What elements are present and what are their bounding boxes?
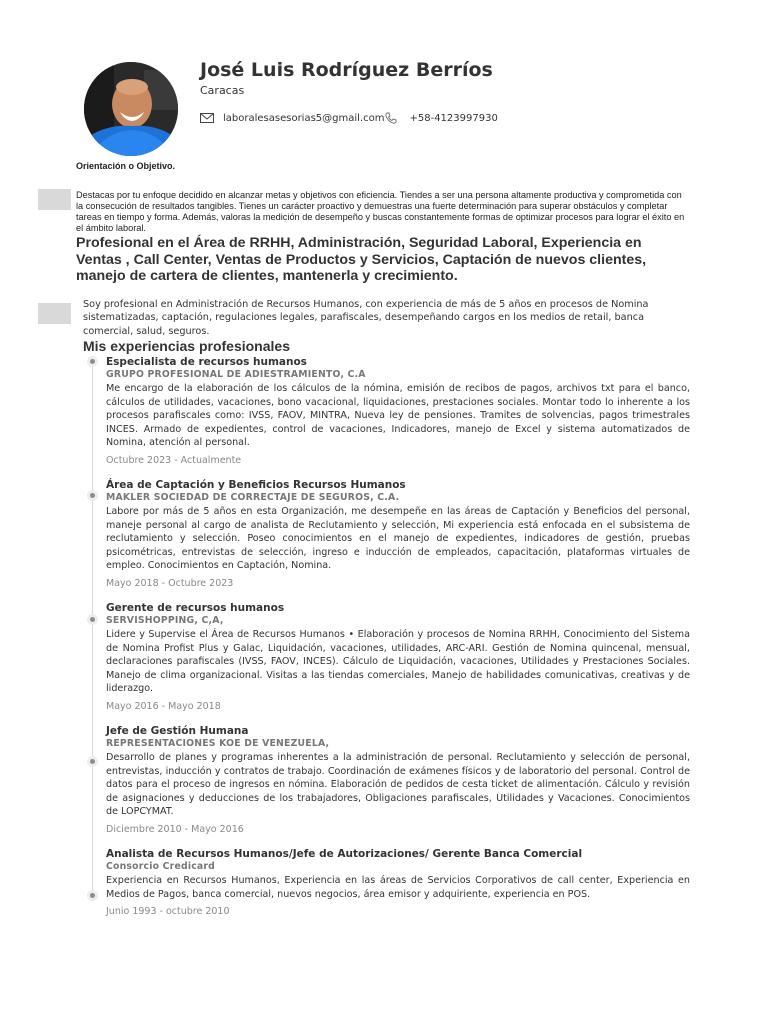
job-title: Área de Captación y Beneficios Recursos Humanos: [106, 479, 406, 491]
job-entry: [106, 601, 690, 713]
job-description: Labore por más de 5 años en esta Organización, me desempeñe en las áreas de Captación y Beneficios del personal, maneje personal al cargo de analista de Reclutamiento y selección, Mi experiencia está enfocada en el subsistema de reclutamiento y selección. Poseo conocimientos en el manejo de expedientes, indicadores de gestión, pruebas psicométricas, entrevistas de selección, ingreso e inducción de empleados, capacitación, plataformas virtuales de empleo. Conocimientos en Captación, Nomina.: [106, 506, 690, 571]
objective-text: Destacas por tu enfoque decidido en alcanzar metas y objetivos con eficiencia. Tiendes a ser una persona altamente productiva y comprometida con la consecución de resultados tangibles. Tienes un carácter proactivo y demuestras una fuerte determinación para superar obstáculos y completar tareas en tiempo y forma. Además, valoras la medición de desempeño y buscas constantemente formas de optimizar procesos para lograr el éxito en el ámbito laboral.: [76, 190, 685, 233]
job-description: Me encargo de la elaboración de los cálculos de la nómina, emisión de recibos de pagos, archivos txt para el banco, cálculos de utilidades, vacaciones, bono vacacional, liquidaciones, prestaciones sociales. Montar todo lo inherente a los procesos parafiscales como: IVSS, FAOV, MINTRA, Nueva ley de pensiones. Tramites de solvencias, pagos trimestrales INCES. Armado de expedientes, control de vacaciones, Indicadores, manejo de Excel y sistema automatizados de Nomina, atención al personal.: [106, 383, 690, 448]
job-dates: Mayo 2016 - Mayo 2018: [106, 700, 221, 712]
job-description: Lidere y Supervise el Área de Recursos Humanos • Elaboración y procesos de Nomina RRHH, Conocimiento del Sistema de Nomina Profist Plus y Galac, Liquidación, vacaciones, utilidades, ARC-ARI. Gestión de Nomina quincenal, mensual, declaraciones parafiscales (IVSS, FAOV, INCES). Cálculo de Liquidación, vacaciones, Utilidades y Prestaciones Sociales. Manejo de clima organizacional. Visitas a las tiendas comerciales, Manejo de habilidades comunicativas, creativas y de liderazgo.: [106, 629, 690, 694]
timeline-dot: [87, 756, 98, 767]
job-title: Analista de Recursos Humanos/Jefe de Autorizaciones/ Gerente Banca Comercial: [106, 848, 583, 860]
job-title: Especialista de recursos humanos: [106, 356, 307, 368]
professional-summary: Soy profesional en Administración de Recursos Humanos, con experiencia de más de 5 años en procesos de Nomina sistematizadas, captación, regulaciones legales, parafiscales, desempeñando cargos en los medios de retail, banca comercial, salud, seguros.: [83, 299, 649, 337]
job-company: GRUPO PROFESIONAL DE ADIESTRAMIENTO, C.A: [106, 369, 366, 380]
email-link[interactable]: laboralesasesorias5@gmail.com: [223, 112, 385, 124]
timeline-dot: [87, 490, 98, 501]
job-entry: [106, 355, 690, 467]
profile-photo: [84, 62, 178, 156]
job-description: Experiencia en Recursos Humanos, Experiencia en las áreas de Servicios Corporativos de call center, Experiencia en Medios de Pagos, banca comercial, nuevos negocios, área emisor y adquiriente, experiencia en POS.: [106, 875, 690, 900]
job-dates: Mayo 2018 - Octubre 2023: [106, 577, 234, 589]
candidate-city: Caracas: [200, 84, 245, 97]
candidate-name: José Luis Rodríguez Berríos: [200, 59, 493, 81]
envelope-icon: [200, 113, 214, 123]
job-dates: Diciembre 2010 - Mayo 2016: [106, 823, 244, 835]
job-title: Gerente de recursos humanos: [106, 602, 285, 614]
job-company: SERVISHOPPING, C,A,: [106, 615, 224, 626]
job-description: Desarrollo de planes y programas inherentes a la administración de personal. Reclutamiento y selección de personal, entrevistas, inducción y contratos de trabajo. Coordinación de exámenes físicos y de laboratorio del personal. Control de datos para el proceso de ingresos en nómina. Elaboración de pedidos de cesta ticket de alimentación. Cálculo y revisión de asignaciones y deducciones de los trabajadores, Obligaciones parafiscales, Utilidades y Vacaciones. Conocimientos de LOPCYMAT.: [106, 752, 690, 817]
job-company: MAKLER SOCIEDAD DE CORRECTAJE DE SEGUROS, C.A.: [106, 492, 400, 503]
professional-headline: Profesional en el Área de RRHH, Administración, Seguridad Laboral, Experiencia en Ventas , Call Center, Ventas de Productos y Servicios, Captación de nuevos clientes, manejo de cartera de clientes, mantenerla y crecimiento.: [76, 235, 647, 284]
timeline-dot: [87, 614, 98, 625]
phone-icon: [385, 112, 397, 124]
contact-row: [200, 112, 498, 124]
job-title: Jefe de Gestión Humana: [106, 725, 249, 737]
timeline-dot: [87, 356, 98, 367]
job-company: Consorcio Credicard: [106, 861, 216, 872]
job-company: REPRESENTACIONES KOE DE VENEZUELA,: [106, 738, 330, 749]
phone-number: +58-4123997930: [409, 112, 498, 124]
timeline-line: [92, 360, 93, 900]
job-entry: [106, 478, 690, 590]
job-entry: [106, 847, 690, 918]
decorative-block: [38, 189, 71, 210]
timeline-dot: [87, 890, 98, 901]
job-dates: Junio 1993 - octubre 2010: [106, 906, 230, 917]
decorative-block: [38, 303, 71, 324]
objective-heading: Orientación o Objetivo.: [76, 161, 176, 171]
job-entry: [106, 724, 690, 836]
experience-heading: Mis experiencias profesionales: [83, 338, 290, 354]
job-dates: Octubre 2023 - Actualmente: [106, 454, 242, 466]
